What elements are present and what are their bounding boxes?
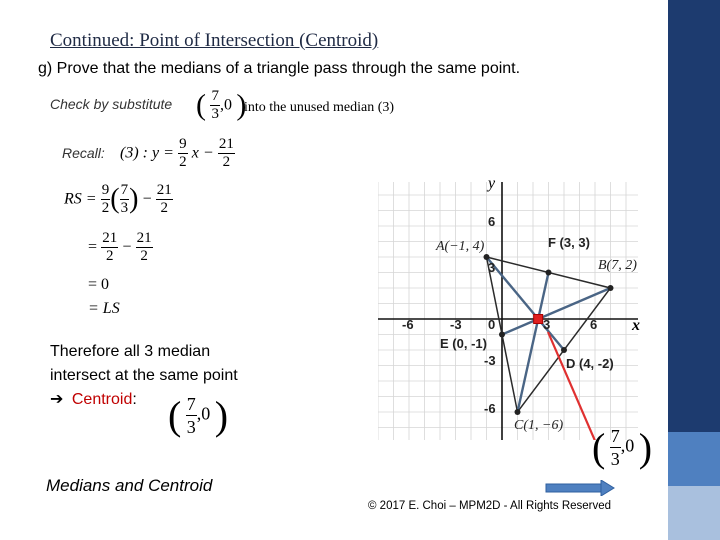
proof-line-2	[88, 230, 153, 265]
fraction	[101, 182, 111, 217]
numerator: 7	[211, 88, 219, 104]
close-paren: )	[214, 393, 229, 438]
check-point	[196, 88, 246, 123]
recall-label: Recall:	[62, 145, 105, 161]
minus-sign: −	[142, 190, 152, 208]
grid	[378, 182, 638, 440]
copyright-notice: © 2017 E. Choi – MPM2D - All Rights Reserved	[368, 500, 612, 512]
numerator: 7	[186, 394, 196, 414]
centroid-marker	[534, 315, 543, 324]
check-suffix: into the unused median (3)	[244, 100, 395, 115]
point-b-label: B(7, 2)	[598, 258, 637, 273]
fraction	[101, 230, 118, 265]
centroid-y: ,0	[196, 403, 211, 424]
numerator: 21	[136, 230, 152, 246]
denominator: 2	[160, 200, 169, 216]
centroid-y: ,0	[620, 435, 635, 456]
y-tick-label: -6	[484, 401, 496, 416]
minus-sign: −	[122, 238, 132, 256]
slide-title: Continued: Point of Intersection (Centroid)	[50, 30, 379, 51]
side-bar-light-block	[668, 486, 720, 540]
side-bar-dark-block	[668, 0, 720, 432]
numerator: 9	[101, 182, 110, 198]
check-label: Check by substitute	[50, 96, 173, 112]
next-slide-arrow[interactable]	[545, 480, 615, 501]
graph-svg	[378, 178, 668, 440]
y-tick-label: 3	[488, 260, 496, 275]
point-d-dot	[561, 347, 567, 353]
x-tick-label: 3	[543, 317, 551, 332]
problem-statement: g) Prove that the medians of a triangle pass through the same point.	[38, 60, 521, 77]
check-point-y: ,0	[219, 96, 232, 114]
recall-slope	[178, 136, 188, 171]
point-e-label: E (0, -1)	[440, 336, 487, 351]
numerator: 21	[156, 182, 172, 198]
right-arrow-icon: ➔	[50, 391, 64, 408]
check-point-x	[210, 88, 220, 123]
fraction	[156, 182, 173, 217]
recall-intercept	[218, 136, 235, 171]
fraction	[136, 230, 153, 265]
x-tick-label: -6	[402, 317, 414, 332]
point-a-label: A(−1, 4)	[436, 239, 485, 254]
numerator: 9	[179, 136, 187, 152]
decorative-side-bar	[668, 0, 720, 540]
denominator: 2	[179, 154, 187, 170]
rs-label: RS =	[64, 190, 97, 208]
point-b-dot	[608, 285, 614, 291]
numerator: 7	[120, 182, 129, 198]
proof-line-4: = LS	[88, 300, 120, 317]
y-axis-label: y	[488, 178, 496, 192]
equals-sign: =	[88, 238, 98, 256]
graph-centroid-label	[592, 424, 652, 471]
centroid-x	[610, 425, 621, 470]
denominator: 2	[222, 154, 231, 170]
point-f-label: F (3, 3)	[548, 235, 590, 250]
x-axis-label: x	[632, 317, 640, 334]
x-tick-label: 0	[488, 317, 496, 332]
denominator: 2	[101, 200, 110, 216]
x-tick-label: 6	[590, 317, 598, 332]
y-tick-label: -3	[484, 353, 496, 368]
recall-equation	[120, 136, 235, 171]
right-arrow-icon	[545, 480, 615, 496]
conclusion-line-1: Therefore all 3 median	[50, 343, 211, 360]
close-paren: )	[236, 88, 247, 122]
denominator: 3	[186, 417, 196, 437]
denominator: 3	[610, 449, 620, 469]
denominator: 3	[120, 200, 129, 216]
centroid-x	[186, 393, 197, 438]
denominator: 3	[211, 106, 219, 122]
numerator: 7	[610, 426, 620, 446]
denominator: 2	[105, 248, 114, 264]
point-c-dot	[515, 409, 521, 415]
conclusion-line-2: intersect at the same point	[50, 367, 238, 384]
equation-mid: x −	[191, 144, 214, 162]
open-paren: (	[196, 88, 206, 122]
colon: :	[132, 391, 137, 408]
denominator: 2	[140, 248, 148, 264]
point-e-dot	[499, 332, 505, 338]
point-d-label: D (4, -2)	[566, 356, 614, 371]
proof-line-1	[64, 182, 173, 217]
open-paren: (	[592, 425, 606, 470]
coordinate-graph	[378, 178, 668, 440]
numerator: 21	[102, 230, 118, 246]
centroid-result	[168, 392, 228, 439]
x-tick-label: -3	[450, 317, 462, 332]
fraction	[120, 182, 130, 217]
footer-topic: Medians and Centroid	[46, 476, 213, 495]
y-tick-label: 6	[488, 214, 496, 229]
proof-line-3: = 0	[88, 276, 110, 293]
equation-lead: (3) : y =	[120, 144, 174, 162]
open-paren: (	[110, 183, 120, 215]
close-paren: )	[129, 183, 139, 215]
open-paren: (	[168, 393, 182, 438]
numerator: 21	[218, 136, 234, 152]
point-c-label: C(1, −6)	[514, 418, 564, 433]
centroid-word: Centroid	[71, 391, 133, 408]
close-paren: )	[638, 425, 653, 470]
side-bar-mid-block	[668, 432, 720, 486]
point-f-dot	[546, 270, 552, 276]
